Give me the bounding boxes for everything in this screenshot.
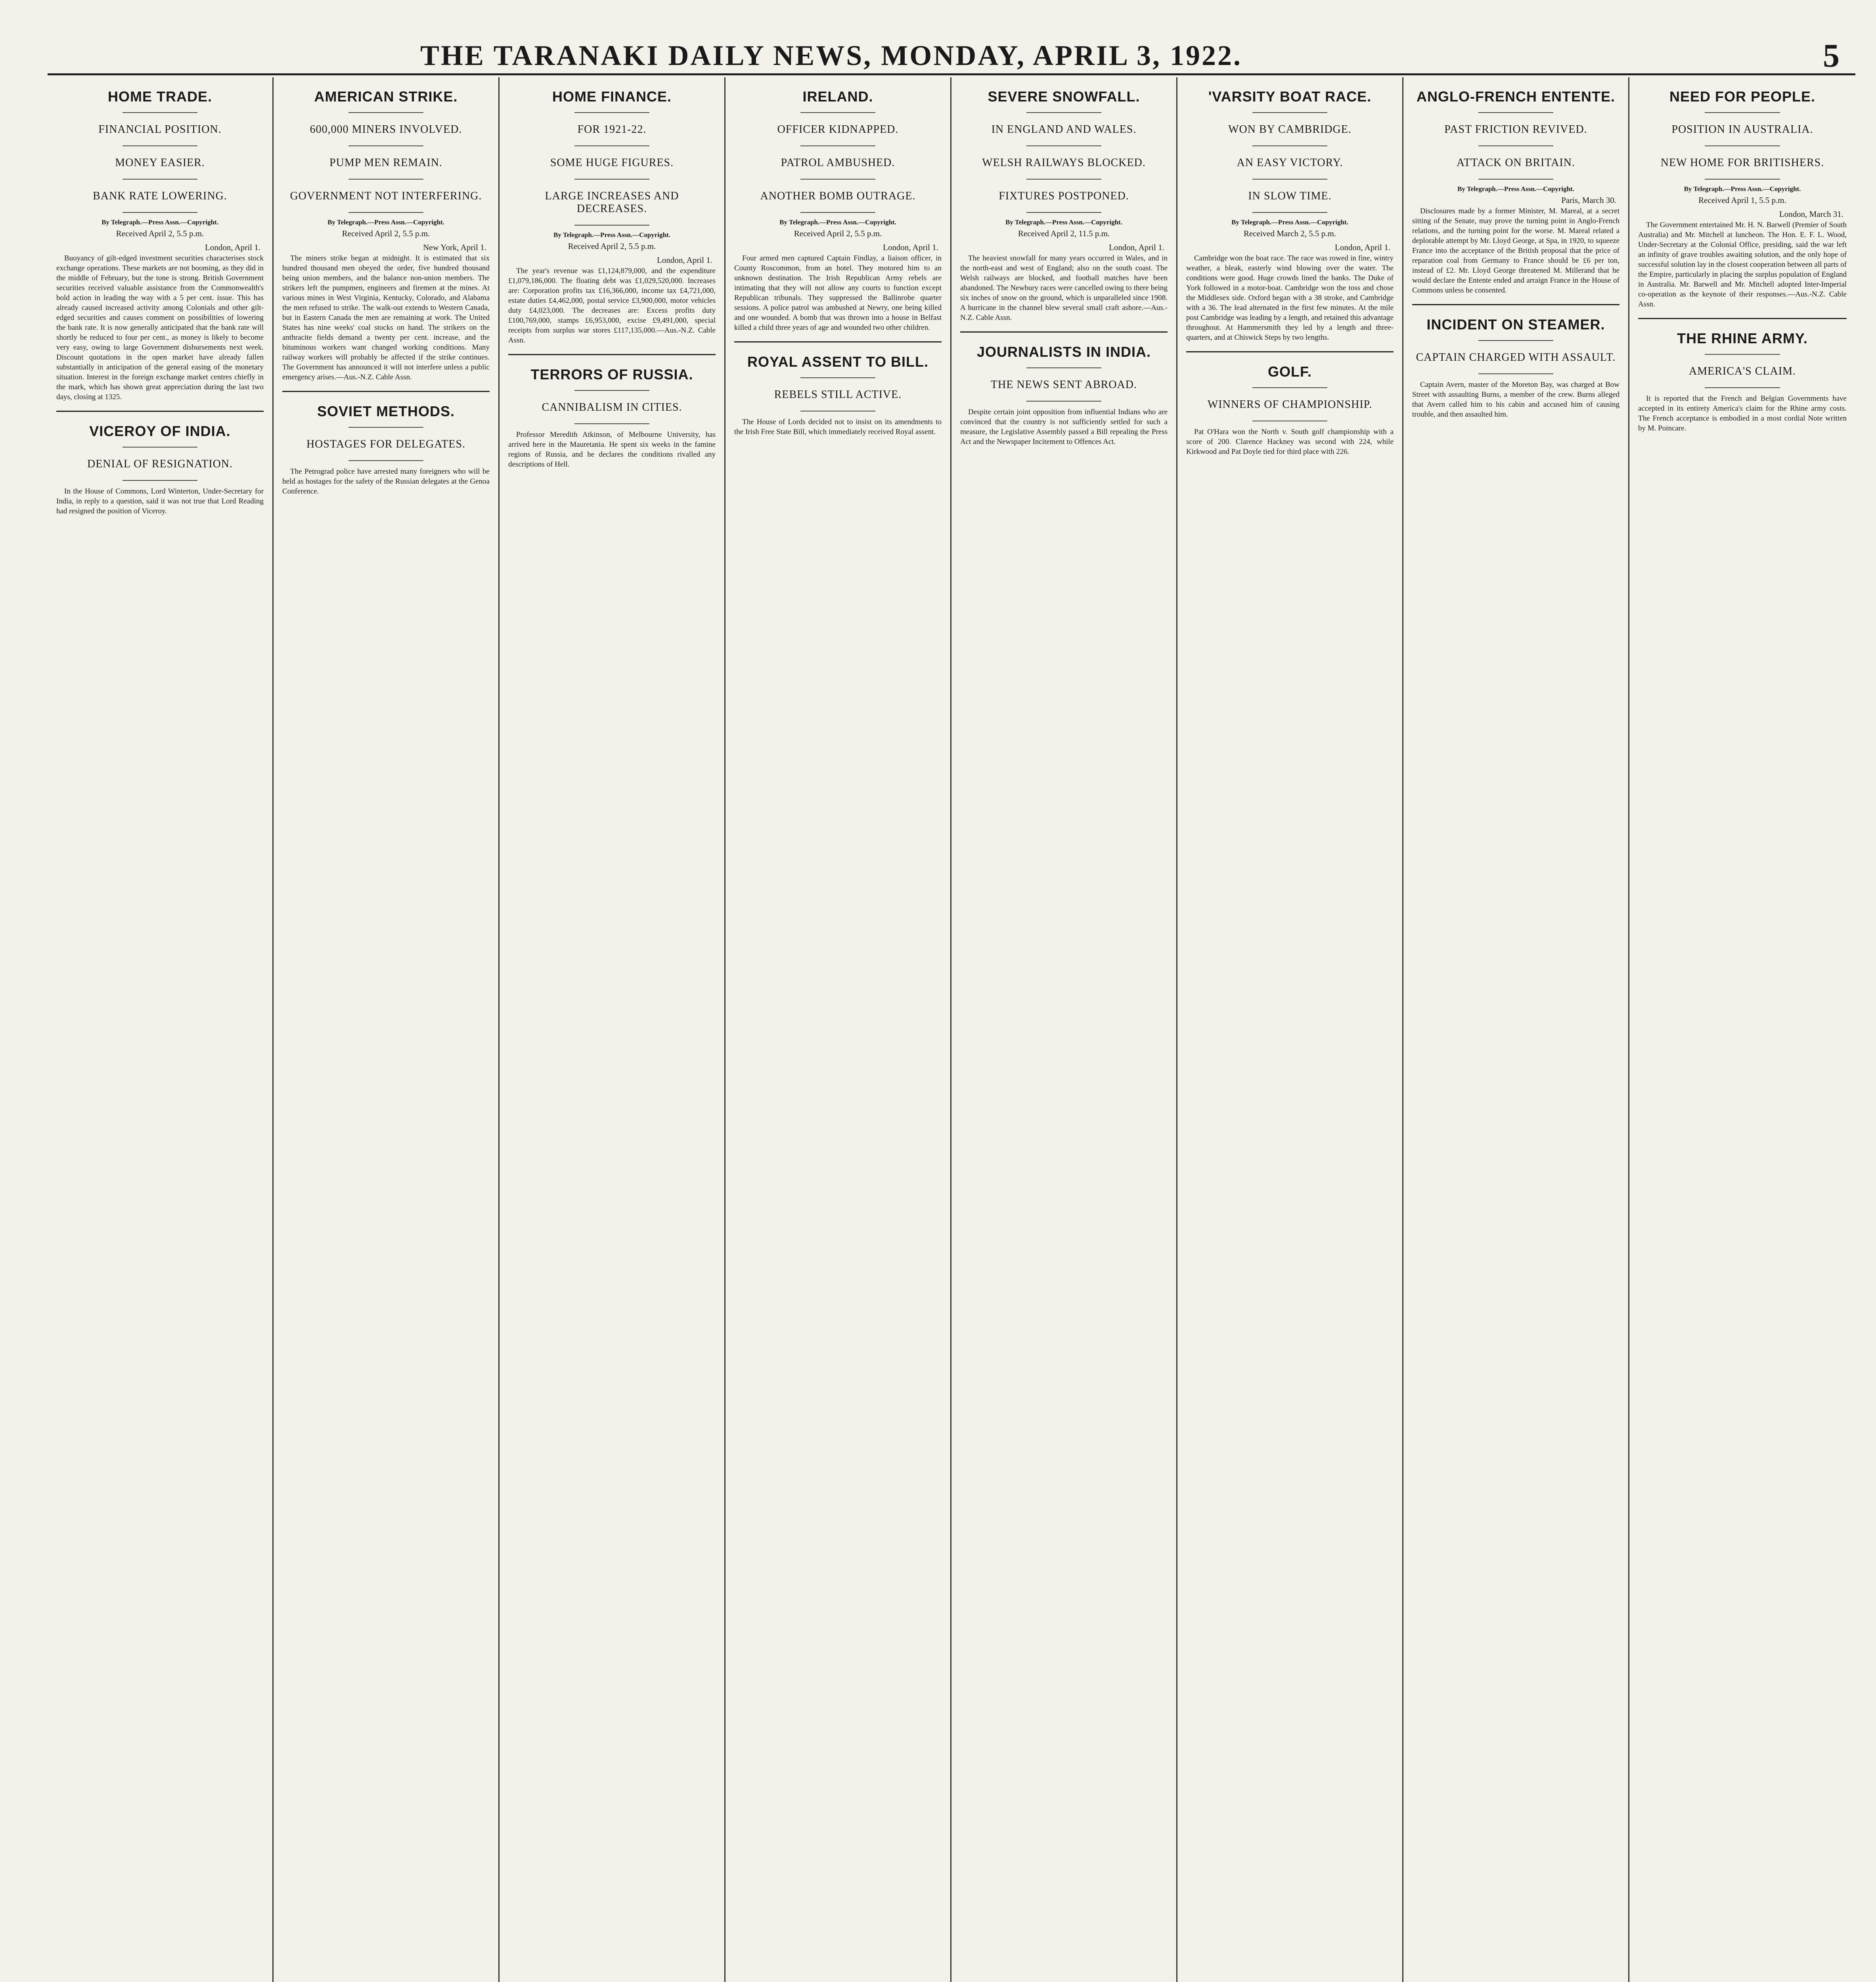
divider-rule	[348, 179, 423, 180]
article-dateline: London, April 1.	[205, 243, 260, 252]
news-column	[48, 77, 274, 1982]
divider-rule	[1026, 145, 1101, 146]
received-time: Received March 2, 5.5 p.m.	[1243, 229, 1336, 238]
article-subheading: LARGE INCREASES AND DECREASES.	[545, 190, 679, 215]
article-body: Four armed men captured Captain Findlay, a liaison officer, in County Roscommon, from an hotel. They motored him to an unknown destination. The Irish Republican Army rebels are intimating that they will not allow any courts to function except Republican tribunals. They suppressed the Ballinrobe quarter sessions. A police patrol was ambushed at Newry, one being killed and one wounded. A bomb that was thrown into a house in Belfast killed a child three years of age and wounded two other children.	[734, 254, 942, 332]
article-headline: ROYAL ASSENT TO BILL.	[747, 354, 929, 370]
article-headline: HOME TRADE.	[108, 88, 212, 105]
divider-rule	[1705, 387, 1780, 388]
article-body: In the House of Commons, Lord Winterton, Under-Secretary for India, in reply to a question, said it was not true that Lord Reading had resigned the position of Viceroy.	[56, 487, 264, 515]
divider-rule	[1478, 179, 1553, 180]
divider-rule	[1252, 212, 1327, 213]
article-subheading: GOVERNMENT NOT INTERFERING.	[290, 190, 482, 202]
divider-rule	[123, 179, 197, 180]
divider-rule	[734, 341, 942, 342]
divider-rule	[1026, 179, 1101, 180]
divider-rule	[348, 112, 423, 113]
divider-rule	[123, 447, 197, 448]
divider-rule	[123, 112, 197, 113]
article-body: The year's revenue was £1,124,879,000, and the expenditure £1,079,186,000. The floating debt was £1,029,520,000. Increases are: Corporation profits tax £16,366,000, income tax £4,721,000, estate duties £4,462,000, postal service £3,900,000, motor vehicles duty £4,023,000. The decreases are: Excess profits duty £100,769,000, stamps £6,953,000, excise £9,491,000, special receipts from surplus war stores £117,135,000.—Aus.-N.Z. Cable Assn.	[508, 267, 716, 344]
divider-rule	[1478, 145, 1553, 146]
article-subheading: IN ENGLAND AND WALES.	[991, 123, 1137, 136]
divider-rule	[800, 145, 875, 146]
article-headline: 'VARSITY BOAT RACE.	[1208, 88, 1372, 105]
masthead	[48, 38, 1855, 75]
article-dateline: London, March 31.	[1779, 209, 1843, 219]
page-number: 5	[1823, 37, 1840, 74]
divider-rule	[574, 225, 649, 226]
news-column	[1403, 77, 1629, 1982]
article-subheading: BANK RATE LOWERING.	[93, 190, 227, 202]
article-headline: TERRORS OF RUSSIA.	[530, 366, 693, 383]
divider-rule	[1705, 179, 1780, 180]
article-subheading: CANNIBALISM IN CITIES.	[542, 401, 682, 413]
divider-rule	[574, 423, 649, 424]
divider-rule	[282, 391, 490, 392]
divider-rule	[574, 145, 649, 146]
divider-rule	[1026, 112, 1101, 113]
article-subheading: 600,000 MINERS INVOLVED.	[310, 123, 462, 136]
press-credit: By Telegraph.—Press Assn.—Copyright.	[553, 231, 670, 239]
article-dateline: London, April 1.	[657, 255, 712, 265]
divider-rule	[123, 145, 197, 146]
article-subheading: OFFICER KIDNAPPED.	[777, 123, 899, 136]
article-subheading: REBELS STILL ACTIVE.	[774, 388, 902, 401]
article-body: The miners strike began at midnight. It is estimated that six hundred thousand men obeyed the order, five hundred thousand being union members, and the balance non-union members. The strikers left the pumpmen, engineers and firemen at the mines. At various mines in West Virginia, Kentucky, Colorado, and Alabama the men refused to strike. The walk-out extends to Western Canada, but in Eastern Canada the men are remaining at work. The United States has nine weeks' coal stocks on hand. The strikers on the anthracite fields demand a twenty per cent. increase, and the bituminous workers want changed working conditions. Many railway workers will probably be affected if the strike continues. The Government has announced it will not interfere unless a public emergency arises.—Aus.-N.Z. Cable Assn.	[282, 254, 490, 381]
article-subheading: PAST FRICTION REVIVED.	[1444, 123, 1587, 136]
divider-rule	[1252, 145, 1327, 146]
press-credit: By Telegraph.—Press Assn.—Copyright.	[1684, 185, 1801, 193]
divider-rule	[56, 411, 264, 412]
article-subheading: FIXTURES POSTPONED.	[999, 190, 1129, 202]
divider-rule	[800, 112, 875, 113]
article-headline: VICEROY OF INDIA.	[89, 423, 231, 439]
received-time: Received April 2, 5.5 p.m.	[794, 229, 882, 238]
news-column	[500, 77, 726, 1982]
article-body: It is reported that the French and Belgian Governments have accepted in its entirety America's claim for the Rhine army costs. The French acceptance is embodied in a most cordial Note written by M. Poincare.	[1638, 394, 1847, 432]
divider-rule	[123, 480, 197, 481]
article-body: Cambridge won the boat race. The race was rowed in fine, wintry weather, a bleak, easterly wind blowing over the water. The conditions were good. Huge crowds lined the banks. The Duke of York followed in a motor-boat. Cambridge won the toss and chose the Middlesex side. Oxford began with a 38 stroke, and Cambridge with a 36. The lead alternated in the first few minutes. At the mile post Cambridge was leading by a length, and retained this advantage throughout. At Hammersmith they led by a length and three-quarters, and at Chiswick Steps by two lengths.	[1186, 254, 1394, 342]
article-subheading: DENIAL OF RESIGNATION.	[87, 458, 233, 470]
article-subheading: IN SLOW TIME.	[1248, 190, 1332, 202]
divider-rule	[1705, 112, 1780, 113]
article-subheading: ATTACK ON BRITAIN.	[1457, 157, 1575, 169]
article-subheading: AN EASY VICTORY.	[1237, 157, 1343, 169]
article-headline: ANGLO-FRENCH ENTENTE.	[1417, 88, 1615, 105]
divider-rule	[1478, 340, 1553, 341]
article-headline: THE RHINE ARMY.	[1677, 330, 1808, 346]
divider-rule	[348, 460, 423, 461]
divider-rule	[800, 212, 875, 213]
article-dateline: New York, April 1.	[423, 243, 486, 252]
divider-rule	[574, 390, 649, 391]
article-body: The Petrograd police have arrested many foreigners who will be held as hostages for the safety of the Russian delegates at the Genoa Conference.	[282, 467, 490, 495]
divider-rule	[800, 179, 875, 180]
article-dateline: London, April 1.	[1109, 243, 1164, 252]
divider-rule	[1026, 212, 1101, 213]
press-credit: By Telegraph.—Press Assn.—Copyright.	[1005, 218, 1122, 226]
divider-rule	[1478, 112, 1553, 113]
article-subheading: WELSH RAILWAYS BLOCKED.	[982, 157, 1146, 169]
press-credit: By Telegraph.—Press Assn.—Copyright.	[1231, 218, 1348, 226]
article-subheading: CAPTAIN CHARGED WITH ASSAULT.	[1416, 351, 1616, 363]
divider-rule	[348, 145, 423, 146]
divider-rule	[1412, 304, 1619, 305]
divider-rule	[1252, 179, 1327, 180]
article-body: The Government entertained Mr. H. N. Barwell (Premier of South Australia) and Mr. Mitchell at luncheon. The Hon. E. F. L. Wood, Under-Secretary at the Colonial Office, presiding, said the war left an infinity of grave troubles awaiting solution, and the only hope of successful solution lay in the closest cooperation between all parts of the Empire, particularly in placing the surplus population of England in Australia. Mr. Barwell and Mr. Mitchell adopted Inter-Imperial co-operation as the keynote of their responses.—Aus.-N.Z. Cable Assn.	[1638, 221, 1847, 308]
article-subheading: PUMP MEN REMAIN.	[329, 157, 442, 169]
article-body: Professor Meredith Atkinson, of Melbourne University, has arrived here in the Mauretania. He spent six weeks in the famine regions of Russia, and he declares the conditions rivalled any descriptions of Hell.	[508, 430, 716, 469]
article-headline: HOME FINANCE.	[552, 88, 672, 105]
article-subheading: SOME HUGE FIGURES.	[550, 157, 674, 169]
press-credit: By Telegraph.—Press Assn.—Copyright.	[779, 218, 896, 226]
divider-rule	[348, 427, 423, 428]
divider-rule	[508, 354, 716, 355]
press-credit: By Telegraph.—Press Assn.—Copyright.	[327, 218, 444, 226]
divider-rule	[574, 179, 649, 180]
article-body: Pat O'Hara won the North v. South golf championship with a score of 200. Clarence Hackney was second with 224, while Kirkwood and Pat Doyle tied for third place with 226.	[1186, 428, 1394, 456]
article-subheading: MONEY EASIER.	[115, 157, 205, 169]
divider-rule	[1478, 373, 1553, 374]
news-column	[1629, 77, 1855, 1982]
divider-rule	[800, 377, 875, 378]
divider-rule	[123, 212, 197, 213]
article-headline: AMERICAN STRIKE.	[314, 88, 458, 105]
newspaper-title: THE TARANAKI DAILY NEWS, MONDAY, APRIL 3, 1922.	[420, 39, 1242, 71]
article-subheading: FINANCIAL POSITION.	[98, 123, 222, 136]
article-dateline: London, April 1.	[1335, 243, 1390, 252]
article-subheading: ANOTHER BOMB OUTRAGE.	[760, 190, 916, 202]
divider-rule	[1252, 387, 1327, 388]
divider-rule	[1186, 351, 1394, 352]
article-subheading: POSITION IN AUSTRALIA.	[1671, 123, 1813, 136]
article-headline: SEVERE SNOWFALL.	[988, 88, 1140, 105]
article-body: Buoyancy of gilt-edged investment securities characterises stock exchange operations. These markets are not booming, as they did in the middle of February, but the tone is strong. British Government securities received valuable assistance from the Commonwealth's bold action in leading the way with a 5 per cent. issue. This has already caused increased activity among Colonials and other gilt-edged securities and causes comment on possibilities of lowering the bank rate. It is now generally anticipated that the bank rate will shortly be reduced to four per cent., as money is likely to become very easy, owing to large Government disbursements next week. Discount quotations in the open market have already fallen substantially in anticipation of the general easing of the monetary situation. Interest in the foreign exchange market centres chiefly in the mark, which has shown great appreciation during the last two days, closing at 1325.	[56, 254, 264, 401]
news-columns	[48, 77, 1855, 1982]
received-time: Received April 2, 5.5 p.m.	[116, 229, 204, 238]
article-subheading: WINNERS OF CHAMPIONSHIP.	[1207, 398, 1373, 411]
article-headline: NEED FOR PEOPLE.	[1669, 88, 1816, 105]
article-dateline: London, April 1.	[883, 243, 938, 252]
news-column	[274, 77, 500, 1982]
divider-rule	[348, 212, 423, 213]
article-body: Captain Avern, master of the Moreton Bay, was charged at Bow Street with assaulting Burns, a member of the crew. Burns alleged that Avern called him to his cabin and accused him of causing trouble, and then assaulted him.	[1412, 381, 1619, 419]
article-subheading: FOR 1921-22.	[577, 123, 647, 136]
press-credit: By Telegraph.—Press Assn.—Copyright.	[1457, 185, 1574, 193]
divider-rule	[1026, 367, 1101, 368]
article-body: Despite certain joint opposition from influential Indians who are convinced that the country is not sufficiently settled for such a measure, the Legislative Assembly passed a Bill repealing the Press Act and the Newspaper Incitement to Offences Act.	[960, 408, 1168, 446]
article-body: Disclosures made by a former Minister, M. Mareal, at a secret sitting of the Senate, may prove the turning point in Anglo-French relations, and the turning point for the worse. M. Mareal related a deplorable attempt by Mr. Lloyd George, at Spa, in 1920, to squeeze France into the acceptance of the British proposal that the price of reparation coal from Germany to France should be £6 per ton, instead of £2. Mr. Lloyd George threatened M. Millerand that he would declare the Entente ended and arraign France in the House of Commons unless he consented.	[1412, 207, 1619, 295]
received-time: Received April 2, 11.5 p.m.	[1018, 229, 1110, 238]
article-subheading: AMERICA'S CLAIM.	[1689, 365, 1796, 377]
received-time: Received April 2, 5.5 p.m.	[568, 241, 656, 251]
received-time: Received April 2, 5.5 p.m.	[342, 229, 430, 238]
press-credit: By Telegraph.—Press Assn.—Copyright.	[101, 218, 218, 226]
article-body: The House of Lords decided not to insist on its amendments to the Irish Free State Bill, which immediately received Royal assent.	[734, 418, 942, 436]
divider-rule	[1705, 354, 1780, 355]
divider-rule	[1638, 318, 1847, 319]
divider-rule	[1705, 145, 1780, 146]
article-subheading: NEW HOME FOR BRITISHERS.	[1660, 157, 1824, 169]
article-headline: INCIDENT ON STEAMER.	[1426, 316, 1605, 333]
article-subheading: WON BY CAMBRIDGE.	[1228, 123, 1351, 136]
article-headline: IRELAND.	[802, 88, 873, 105]
news-column	[951, 77, 1177, 1982]
article-dateline: Paris, March 30.	[1561, 195, 1616, 205]
article-subheading: HOSTAGES FOR DELEGATES.	[306, 438, 466, 450]
article-headline: GOLF.	[1268, 363, 1312, 380]
article-headline: SOVIET METHODS.	[317, 403, 455, 419]
divider-rule	[574, 112, 649, 113]
article-subheading: PATROL AMBUSHED.	[781, 157, 895, 169]
article-subheading: THE NEWS SENT ABROAD.	[991, 379, 1137, 391]
news-column	[726, 77, 951, 1982]
article-headline: JOURNALISTS IN INDIA.	[976, 344, 1151, 360]
divider-rule	[960, 331, 1168, 333]
received-time: Received April 1, 5.5 p.m.	[1698, 195, 1786, 205]
divider-rule	[1252, 112, 1327, 113]
divider-rule	[1026, 401, 1101, 402]
article-body: The heaviest snowfall for many years occurred in Wales, and in the north-east and west of England; also on the south coast. The Welsh railways are blocked, and football matches have been abandoned. The Newbury races were cancelled owing to there being six inches of snow on the ground, which is unparalleled since 1908. A hurricane in the channel blew several small craft ashore.—Aus.-N.Z. Cable Assn.	[960, 254, 1168, 322]
news-column	[1177, 77, 1403, 1982]
